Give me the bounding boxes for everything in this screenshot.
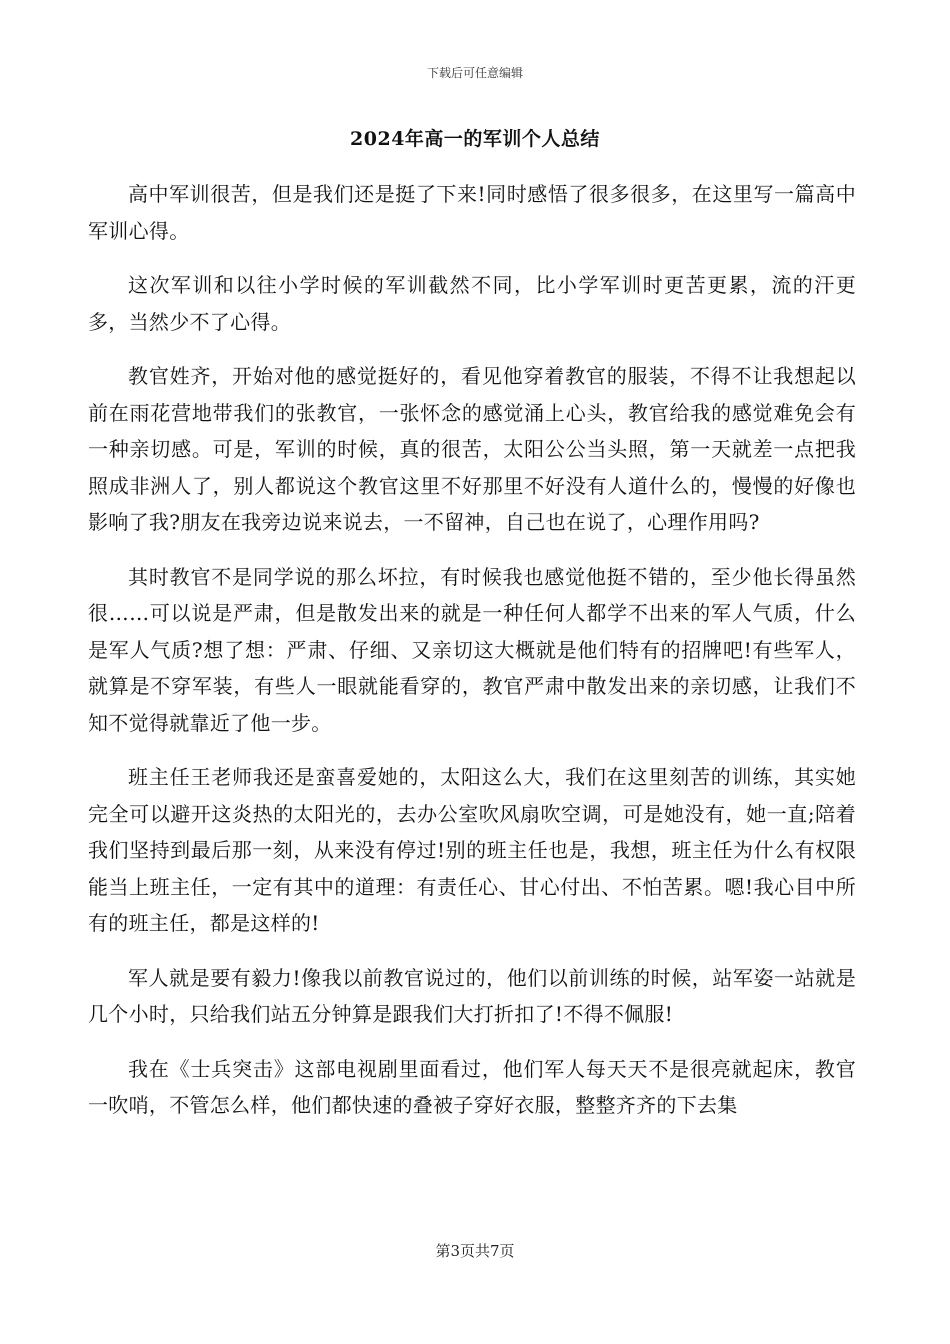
paragraph: 教官姓齐，开始对他的感觉挺好的，看见他穿着教官的服装，不得不让我想起以前在雨花营地带我们的张教官，一张怀念的感觉涌上心头，教官给我的感觉难免会有一种亲切感。可是，军训的时候，真的很苦，太阳公公当头照，第一天就差一点把我照成非洲人了，别人都说这个教官这里不好那里不好没有人道什么的，慢慢的好像也影响了我?朋友在我旁边说来说去，一不留神，自己也在说了，心理作用吗? [88, 364, 856, 534]
page-number: 第3页共7页 [435, 1242, 515, 1260]
document-body [88, 176, 856, 1142]
paragraph: 高中军训很苦，但是我们还是挺了下来!同时感悟了很多很多，在这里写一篇高中军训心得。 [88, 182, 856, 243]
paragraph: 班主任王老师我还是蛮喜爱她的，太阳这么大，我们在这里刻苦的训练，其实她完全可以避开这炎热的太阳光的，去办公室吹风扇吹空调，可是她没有，她一直;陪着我们坚持到最后那一刻，从来没有停过!别的班主任也是，我想，班主任为什么有权限能当上班主任，一定有其中的道理：有责任心、甘心付出、不怕苦累。嗯!我心目中所有的班主任，都是这样的! [88, 765, 856, 935]
header-note: 下载后可任意编辑 [426, 66, 523, 80]
paragraph: 其时教官不是同学说的那么坏拉，有时候我也感觉他挺不错的，至少他长得虽然很……可以说是严肃，但是散发出来的就是一种任何人都学不出来的军人气质，什么是军人气质?想了想：严肃、仔细、又亲切这大概就是他们特有的招牌吧!有些军人，就算是不穿军装，有些人一眼就能看穿的，教官严肃中散发出来的亲切感，让我们不知不觉得就靠近了他一步。 [88, 564, 856, 735]
paragraph: 这次军训和以往小学时候的军训截然不同，比小学军训时更苦更累，流的汗更多，当然少不了心得。 [88, 273, 856, 334]
paragraph: 军人就是要有毅力!像我以前教官说过的，他们以前训练的时候，站军姿一站就是几个小时，只给我们站五分钟算是跟我们大打折扣了!不得不佩服! [88, 965, 856, 1026]
paragraph: 我在《士兵突击》这部电视剧里面看过，他们军人每天天不是很亮就起床，教官一吹哨，不管怎么样，他们都快速的叠被子穿好衣服，整整齐齐的下去集 [88, 1056, 856, 1117]
document-title: 2024年高一的军训个人总结 [350, 128, 600, 150]
